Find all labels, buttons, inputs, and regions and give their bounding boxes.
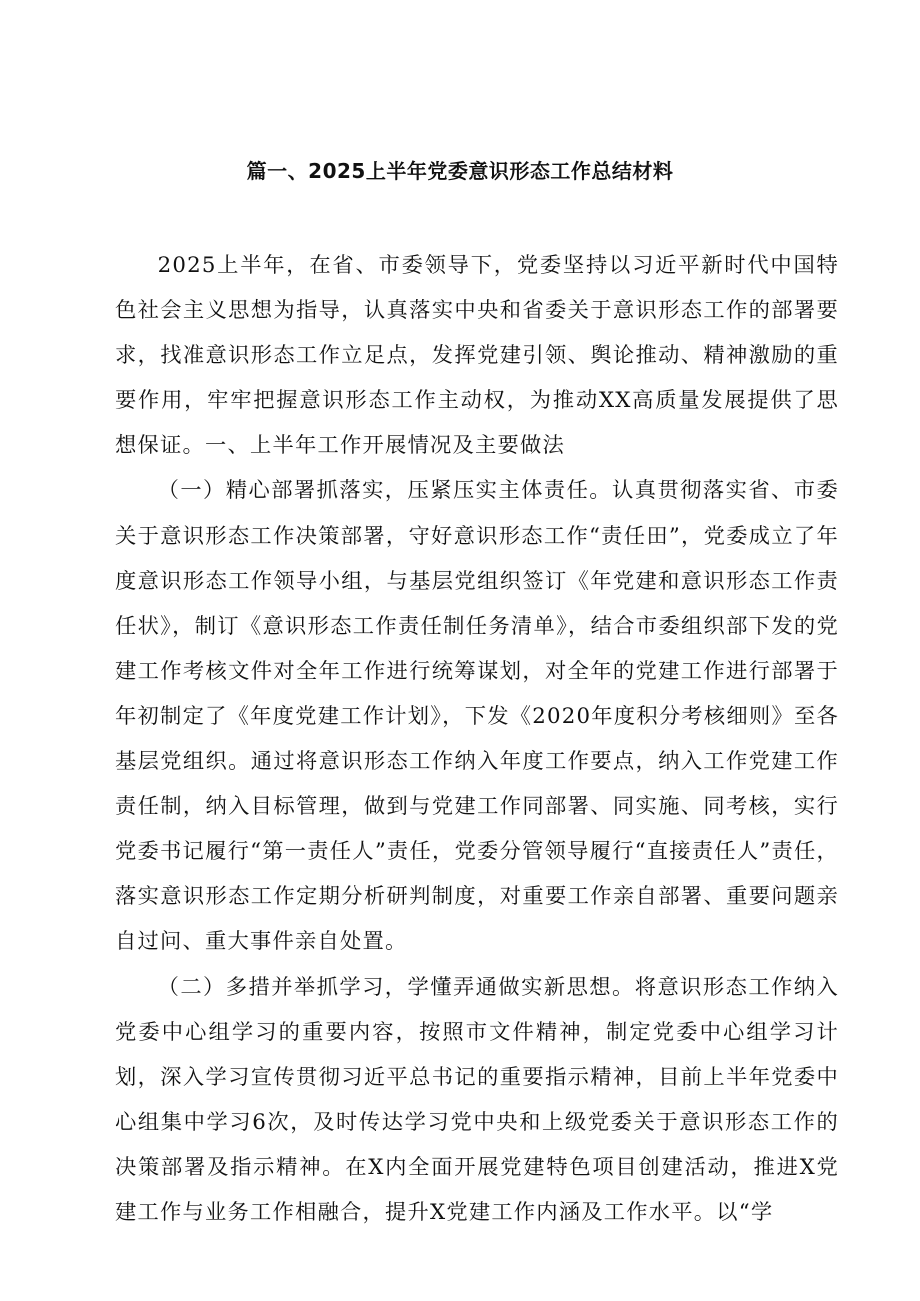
document-title: 篇一、2025上半年党委意识形态工作总结材料	[246, 159, 674, 183]
document-body	[115, 243, 839, 1235]
paragraph-section-1: （一）精心部署抓落实，压紧压实主体责任。认真贯彻落实省、市委关于意识形态工作决策部署，守好意识形态工作“责任田”，党委成立了年度意识形态工作领导小组，与基层党组织签订《年党建和意识形态工作责任状》，制订《意识形态工作责任制任务清单》，结合市委组织部下发的党建工作考核文件对全年工作进行统筹谋划，对全年的党建工作进行部署于年初制定了《年度党建工作计划》，下发《2020年度积分考核细则》至各基层党组织。通过将意识形态工作纳入年度工作要点，纳入工作党建工作责任制，纳入目标管理，做到与党建工作同部署、同实施、同考核，实行党委书记履行“第一责任人”责任，党委分管领导履行“直接责任人”责任，落实意识形态工作定期分析研判制度，对重要工作亲自部署、重要问题亲自过问、重大事件亲自处置。	[115, 478, 839, 955]
paragraph-section-2: （二）多措并举抓学习，学懂弄通做实新思想。将意识形态工作纳入党委中心组学习的重要内容，按照市文件精神，制定党委中心组学习计划，深入学习宣传贯彻习近平总书记的重要指示精神，目前上半年党委中心组集中学习6次，及时传达学习党中央和上级党委关于意识形态工作的决策部署及指示精神。在X内全面开展党建特色项目创建活动，推进X党建工作与业务工作相融合，提升X党建工作内涵及工作水平。以“学	[115, 974, 839, 1225]
paragraph-intro: 2025上半年，在省、市委领导下，党委坚持以习近平新时代中国特色社会主义思想为指导，认真落实中央和省委关于意识形态工作的部署要求，找准意识形态工作立足点，发挥党建引领、舆论推动、精神激励的重要作用，牢牢把握意识形态工作主动权，为推动XX高质量发展提供了思想保证。一、上半年工作开展情况及主要做法	[115, 253, 839, 459]
